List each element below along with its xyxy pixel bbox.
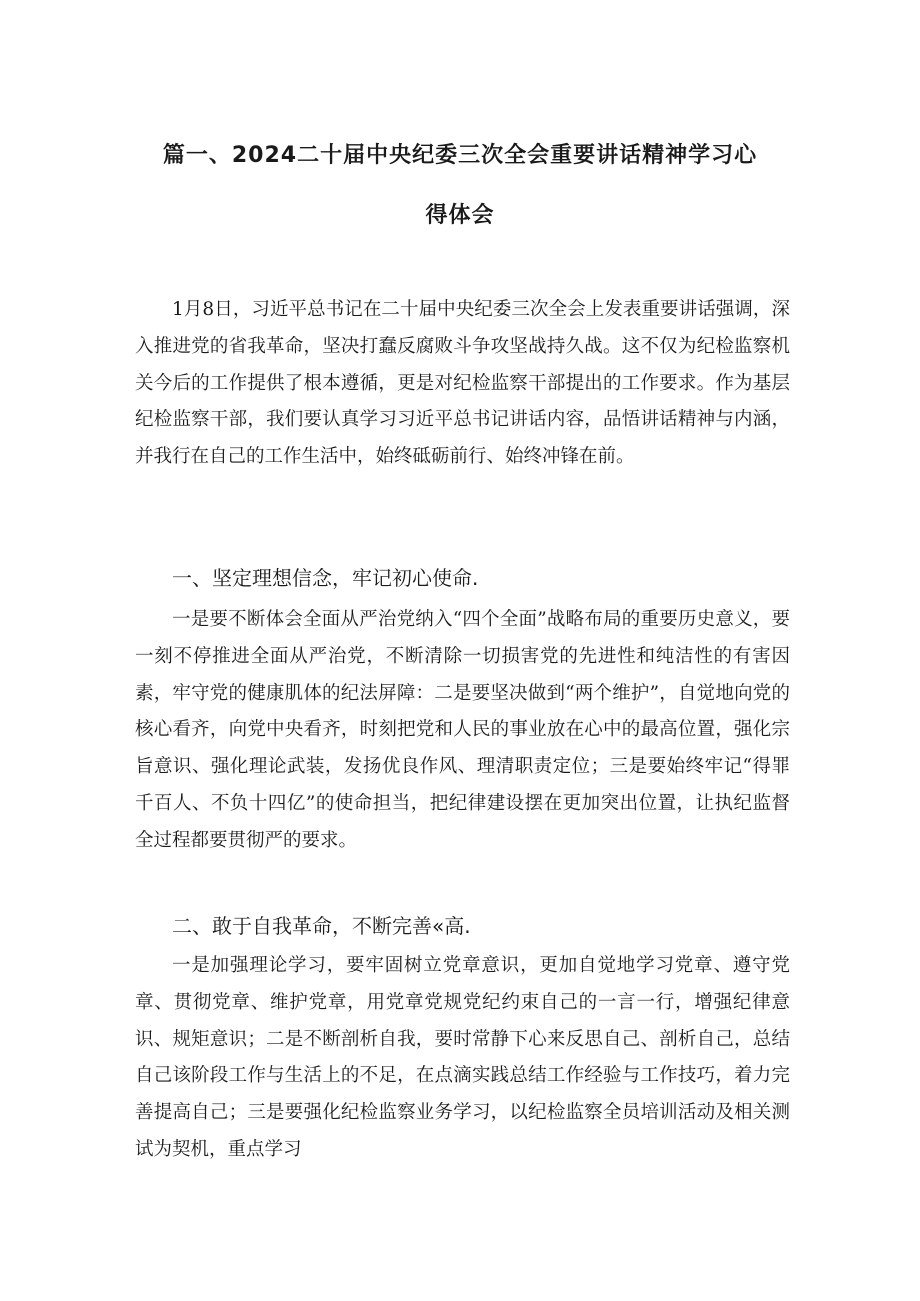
section-heading-1: 一、坚定理想信念，牢记初心使命.: [172, 566, 479, 590]
section-2-paragraph: 一是加强理论学习，要牢固树立党章意识，更加自觉地学习党章、遵守党章、贯彻党章、维护党章，用党章党规党纪约束自己的一言一行，增强纪律意识、规矩意识；二是不断剖析自我，要时常静下心来反思自己、剖析自己，总结自己该阶段工作与生活上的不足，在点滴实践总结工作经验与工作技巧，着力完善提高自己；三是要强化纪检监察业务学习，以纪检监察全员培训活动及相关测试为契机，重点学习: [135, 955, 790, 1160]
document-title-line-1: 篇一、2024二十届中央纪委三次全会重要讲话精神学习心: [162, 143, 758, 168]
section-heading-2: 二、敢于自我革命，不断完善«高.: [172, 914, 471, 938]
section-1-paragraph: 一是要不断体会全面从严治党纳入“四个全面”战略布局的重要历史意义，要一刻不停推进全面从严治党，不断清除一切损害党的先进性和纯洁性的有害因素，牢守党的健康肌体的纪法屏障：二是要坚决做到“两个维护”，自觉地向党的核心看齐，向党中央看齐，时刻把党和人民的事业放在心中的最高位置，强化宗旨意识、强化理论武装，发扬优良作风、理清职责定位；三是要始终牢记“得罪千百人、不负十四亿”的使命担当，把纪律建设摆在更加突出位置，让执纪监督全过程都要贯彻严的要求。: [135, 609, 790, 851]
document-title-line-2: 得体会: [425, 203, 495, 228]
intro-paragraph: 1月8日，习近平总书记在二十届中央纪委三次全会上发表重要讲话强调，深入推进党的省我革命，坚决打蠢反腐败斗争攻坚战持久战。这不仅为纪检监察机关今后的工作提供了根本遵循，更是对纪检监察干部提出的工作要求。作为基层纪检监察干部，我们要认真学习习近平总书记讲话内容，品悟讲话精神与内涵，并我行在自己的工作生活中，始终砥砺前行、始终冲锋在前。: [135, 299, 790, 468]
